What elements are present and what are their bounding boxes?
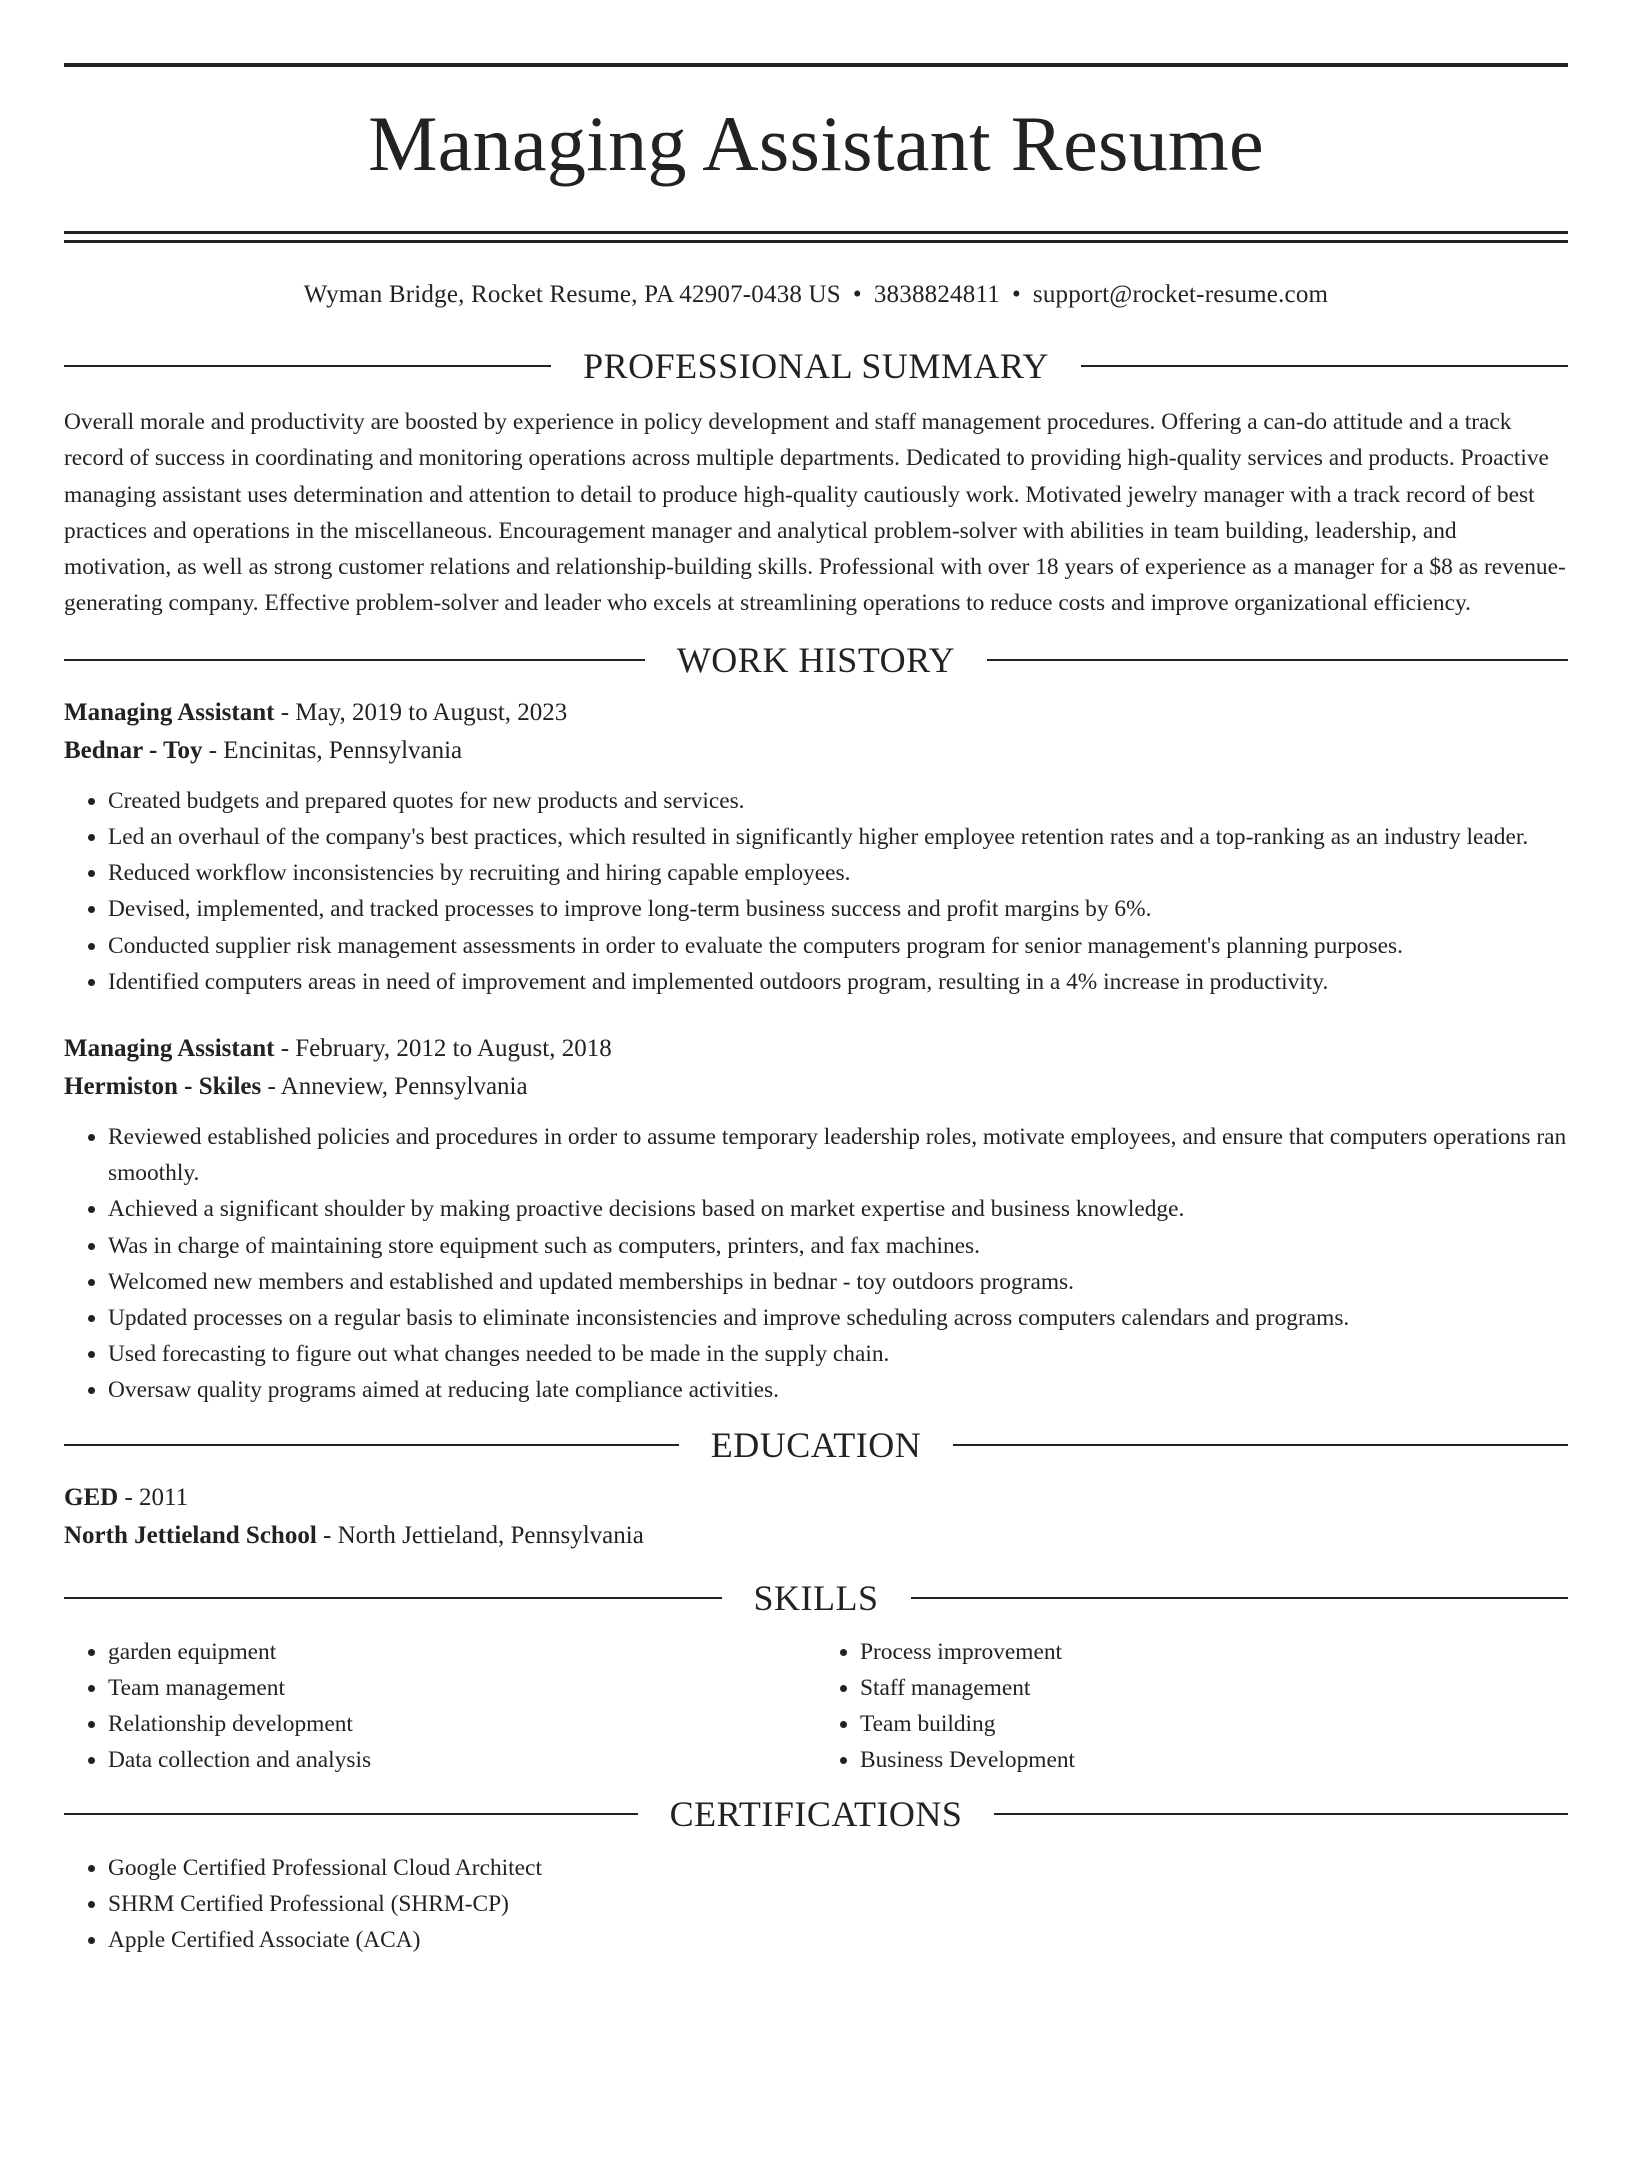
skills-column-left xyxy=(64,1634,816,1778)
contact-address: Wyman Bridge, Rocket Resume, PA 42907-0438 US xyxy=(303,281,841,308)
job-title: Managing Assistant xyxy=(64,1035,275,1062)
list-item: • Used forecasting to figure out what changes needed to be made in the supply chain. xyxy=(108,1336,1568,1372)
divider xyxy=(1081,365,1568,367)
title-double-rule xyxy=(64,231,1568,243)
job-title: Managing Assistant xyxy=(64,698,275,726)
top-rule xyxy=(64,63,1568,67)
contact-line xyxy=(64,277,1568,313)
section-header-summary xyxy=(64,342,1568,390)
contact-separator: • xyxy=(852,281,862,308)
list-item: • Created budgets and prepared quotes for new products and services. xyxy=(108,783,1568,819)
skills-list xyxy=(64,1634,1568,1778)
list-item: • Oversaw quality programs aimed at reducing late compliance activities. xyxy=(108,1372,1568,1408)
list-item: • Google Certified Professional Cloud Architect xyxy=(108,1850,1568,1886)
list-item: • Team management xyxy=(108,1670,816,1706)
job-dates: - February, 2012 to August, 2018 xyxy=(274,1035,612,1062)
list-item: • Led an overhaul of the company's best practices, which resulted in significantly higher employee retention rates and a top-ranking as an industry leader. xyxy=(108,819,1568,855)
section-header-education xyxy=(64,1421,1568,1469)
education-school-line xyxy=(64,1517,1568,1555)
summary-text: Overall morale and productivity are boosted by experience in policy development and staff management procedures. Offering a can-do attitude and a track record of success in coordinating and monitoring operations across multiple departments. Dedicated to providing high-quality services and products. Proactive managing assistant uses determination and attention to detail to produce high-quality cautiously work. Motivated jewelry manager with a track record of best practices and operations in the miscellaneous. Encouragement manager and analytical problem-solver with abilities in team building, leadership, and motivation, as well as strong customer relations and relationship-building skills. Professional with over 18 years of experience as a manager for a $8 as revenue-generating company. Effective problem-solver and leader who excels at streamlining operations to reduce costs and improve organizational efficiency. xyxy=(64,409,1566,617)
divider xyxy=(64,659,645,661)
resume-page xyxy=(0,63,1632,2175)
job-location: - Anneview, Pennsylvania xyxy=(261,1073,528,1100)
section-header-skills xyxy=(64,1574,1568,1622)
contact-email: support@rocket-resume.com xyxy=(1032,281,1329,308)
job-title-line xyxy=(64,1030,1568,1068)
certifications-list xyxy=(64,1850,1568,1959)
list-item: • garden equipment xyxy=(108,1634,816,1670)
list-item: • Team building xyxy=(860,1706,1568,1742)
divider xyxy=(987,659,1568,661)
education-year: - 2011 xyxy=(118,1483,189,1511)
education-entry xyxy=(64,1479,1568,1555)
job-entry xyxy=(64,694,1568,1000)
list-item: • Achieved a significant shoulder by making proactive decisions based on market expertise and business knowledge. xyxy=(108,1191,1568,1227)
section-title-education: EDUCATION xyxy=(710,1424,922,1465)
job-dates: - May, 2019 to August, 2023 xyxy=(274,698,568,726)
list-item: • Was in charge of maintaining store equipment such as computers, printers, and fax machines. xyxy=(108,1228,1568,1264)
education-degree-line xyxy=(64,1479,1568,1517)
contact-phone: 3838824811 xyxy=(873,281,1000,308)
divider xyxy=(911,1597,1569,1599)
section-title-skills: SKILLS xyxy=(753,1577,879,1618)
education-location: - North Jettieland, Pennsylvania xyxy=(316,1521,644,1549)
list-item: • SHRM Certified Professional (SHRM-CP) xyxy=(108,1886,1568,1922)
list-item: • Business Development xyxy=(860,1742,1568,1778)
list-item: • Welcomed new members and established and updated memberships in bednar - toy outdoors programs. xyxy=(108,1264,1568,1300)
divider xyxy=(994,1813,1568,1815)
education-school: North Jettieland School xyxy=(64,1521,317,1549)
list-item: • Data collection and analysis xyxy=(108,1742,816,1778)
list-item: • Reviewed established policies and procedures in order to assume temporary leadership roles, motivate employees, and ensure that computers operations ran smoothly. xyxy=(108,1119,1568,1191)
page-title: Managing Assistant Resume xyxy=(368,100,1264,187)
section-header-work xyxy=(64,636,1568,684)
list-item: • Staff management xyxy=(860,1670,1568,1706)
job-company: Bednar - Toy xyxy=(64,736,203,764)
job-company: Hermiston - Skiles xyxy=(64,1073,262,1100)
contact-separator: • xyxy=(1011,281,1021,308)
divider xyxy=(64,365,551,367)
divider xyxy=(64,1444,679,1446)
education-degree: GED xyxy=(64,1483,119,1511)
section-title-certifications: CERTIFICATIONS xyxy=(669,1793,963,1834)
section-header-certifications xyxy=(64,1790,1568,1838)
job-bullets xyxy=(64,783,1568,1000)
list-item: • Reduced workflow inconsistencies by recruiting and hiring capable employees. xyxy=(108,855,1568,891)
job-location: - Encinitas, Pennsylvania xyxy=(202,736,463,764)
list-item: • Conducted supplier risk management assessments in order to evaluate the computers program for senior management's planning purposes. xyxy=(108,928,1568,964)
list-item: • Identified computers areas in need of improvement and implemented outdoors program, resulting in a 4% increase in productivity. xyxy=(108,964,1568,1000)
list-item: • Relationship development xyxy=(108,1706,816,1742)
skills-column-right xyxy=(816,1634,1568,1778)
divider xyxy=(64,1597,722,1599)
divider xyxy=(64,1813,638,1815)
list-item: • Devised, implemented, and tracked processes to improve long-term business success and profit margins by 6%. xyxy=(108,891,1568,927)
job-company-line xyxy=(64,1068,1568,1106)
section-title-work: WORK HISTORY xyxy=(676,639,956,680)
divider xyxy=(953,1444,1568,1446)
list-item: • Updated processes on a regular basis to eliminate inconsistencies and improve scheduling across computers calendars and programs. xyxy=(108,1300,1568,1336)
section-title-summary: PROFESSIONAL SUMMARY xyxy=(583,346,1049,386)
job-bullets xyxy=(64,1119,1568,1409)
list-item: • Apple Certified Associate (ACA) xyxy=(108,1922,1568,1958)
job-entry xyxy=(64,1030,1568,1409)
job-company-line xyxy=(64,732,1568,770)
job-title-line xyxy=(64,694,1568,732)
list-item: • Process improvement xyxy=(860,1634,1568,1670)
